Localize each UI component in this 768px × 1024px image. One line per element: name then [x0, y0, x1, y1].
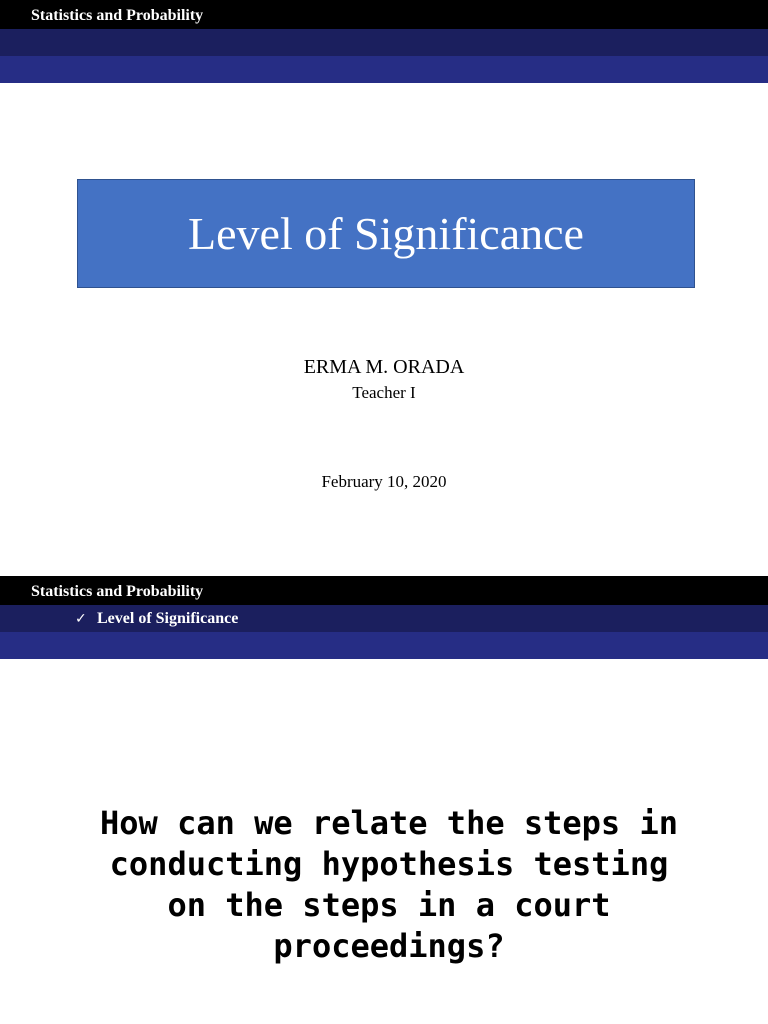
title-box: [77, 179, 695, 288]
slide-question: [0, 576, 768, 1024]
header-band-navy: [0, 29, 768, 56]
slide-title-text: Level of Significance: [188, 208, 584, 259]
author-role: Teacher I: [352, 383, 416, 402]
checkmark-icon: ✓: [75, 611, 87, 627]
header-title: Statistics and Probability: [31, 583, 204, 600]
header-band-black: [0, 0, 768, 29]
author-name: ERMA M. ORADA: [303, 356, 465, 378]
header-subtitle: [75, 609, 238, 629]
header-band-blue: [0, 56, 768, 83]
header-subtitle-label: Level of Significance: [97, 610, 239, 627]
header-title: Statistics and Probability: [31, 7, 204, 24]
presentation-date: February 10, 2020: [321, 472, 447, 491]
header-band-navy: [0, 605, 768, 632]
header-band-black: [0, 576, 768, 605]
question-text: How can we relate the steps in conducting hypothesis testing on the steps in a court proceedings?: [100, 804, 678, 965]
header-band-blue: [0, 632, 768, 659]
